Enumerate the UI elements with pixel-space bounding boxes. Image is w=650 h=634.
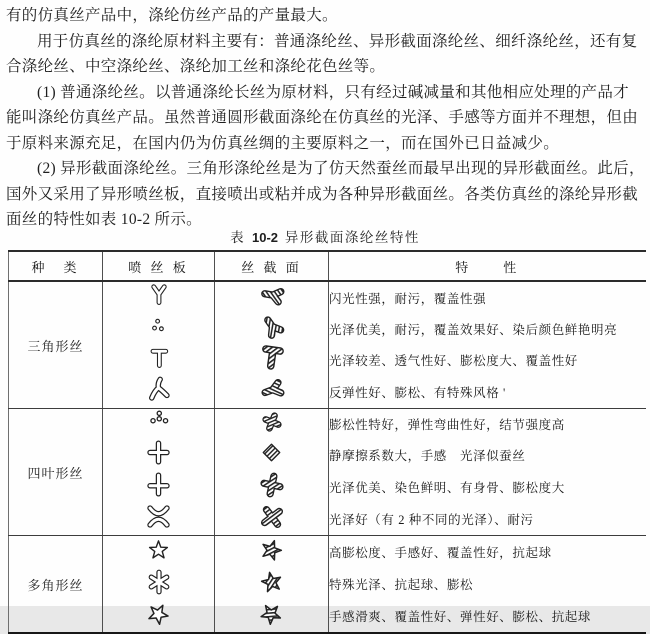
traits-text: 闪光性强，耐污，覆盖性强 <box>329 281 646 313</box>
cross-section-x-icon <box>259 504 285 530</box>
table-row <box>9 568 646 600</box>
cross-section-star-b-icon <box>258 568 285 595</box>
caption-number: 10-2 <box>251 230 279 245</box>
traits-text: 手感滑爽、覆盖性好、弹性好、膨松、抗起球 <box>329 600 646 633</box>
cross-section-star-c-icon <box>258 600 285 627</box>
cross-section-t-icon <box>258 344 285 371</box>
cross-section-trilobe-a-icon <box>259 282 285 308</box>
spinneret-cross2-icon <box>145 471 172 498</box>
text-line: 用于仿真丝的涤纶原材料主要有：普通涤纶丝、异形截面涤纶丝、细纤涤纶丝，还有复 <box>37 32 638 50</box>
traits-text: 膨松性特好，弹性弯曲性好，结节强度高 <box>329 409 646 440</box>
spinneret-y-icon <box>147 283 171 307</box>
text-line: 能叫涤纶仿真丝产品。虽然普通圆形截面涤纶在仿真丝的光泽、手感等方面并不理想，但由 <box>6 109 639 126</box>
table-row <box>9 344 646 376</box>
cross-section-trilobe-b-icon <box>259 313 285 339</box>
spinneret-t-icon <box>147 346 171 370</box>
cross-section-pinwheel-icon <box>260 410 284 434</box>
fiber-kind-label: 多角形丝 <box>9 536 103 634</box>
spinneret-triskelion-icon <box>145 376 172 403</box>
fiber-kind-label: 三角形丝 <box>9 281 103 409</box>
table-header-row <box>9 251 646 281</box>
col-header-spinneret: 喷 丝 板 <box>103 251 215 281</box>
spinneret-star-icon <box>146 537 171 562</box>
text-line: (1) 普通涤纶丝。以普通涤纶长丝为原材料，只有经过碱减量和其他相应处理的产品才 <box>37 83 629 101</box>
table-row <box>9 536 646 569</box>
col-header-cross-section: 丝 截 面 <box>215 251 329 281</box>
text-line: 国外又采用了异形喷丝板，直接喷出或粘并成为各种异形截面丝。各类仿真丝的涤纶异形截 <box>6 185 639 203</box>
text-line: 有的仿真丝产品中，涤纶仿丝产品的产量最大。 <box>6 7 338 24</box>
traits-text: 特殊光泽、抗起球、膨松 <box>329 568 646 600</box>
cross-section-star-a-icon <box>258 536 285 563</box>
traits-text: 高膨松度、手感好、覆盖性好，抗起球 <box>329 536 646 569</box>
spinneret-snowflake-icon <box>146 569 172 595</box>
traits-text: 光泽优美，耐污，覆盖效果好、染后颜色鲜艳明亮 <box>329 313 646 344</box>
traits-text: 光泽好（有 2 种不同的光泽）、耐污 <box>329 503 646 536</box>
traits-text: 光泽优美、染色鲜明、有身骨、膨松度大 <box>329 471 646 503</box>
traits-text: 光泽较差、透气性好、膨松度大、覆盖性好 <box>329 344 646 376</box>
fiber-kind-label: 四叶形丝 <box>9 409 103 536</box>
table-row <box>9 409 646 440</box>
spinneret-irregular-star-icon <box>145 600 172 627</box>
text-line: 于原料来源充足，在国内仍为仿真丝绸的主要原料之一，而在国外已日益减少。 <box>6 134 560 152</box>
table-row <box>9 376 646 409</box>
table-row <box>9 313 646 344</box>
col-header-kind: 种 类 <box>9 251 103 281</box>
table-row <box>9 439 646 471</box>
table-body <box>9 281 646 633</box>
table-row <box>9 281 646 313</box>
traits-text: 反弹性好、膨松、有特殊风格 ' <box>329 376 646 409</box>
text-line: 面丝的特性如表 10-2 所示。 <box>6 211 202 228</box>
cross-section-trilobe-c-icon <box>259 377 285 403</box>
spinneret-four-dots-icon <box>146 409 171 434</box>
caption-prefix: 表 <box>230 230 246 245</box>
table-caption <box>0 226 650 246</box>
table-row <box>9 503 646 536</box>
table-row <box>9 600 646 633</box>
text-line: (2) 异形截面涤纶丝。三角形涤纶丝是为了仿天然蚕丝而最早出现的异形截面丝。此后， <box>37 160 645 177</box>
text-line: 合涤纶丝、中空涤纶丝、涤纶加工丝和涤纶花色丝等。 <box>6 58 386 75</box>
table-row <box>9 471 646 503</box>
spinneret-curved-x-icon <box>145 503 172 530</box>
fiber-characteristics-table <box>8 250 646 634</box>
col-header-traits: 特 性 <box>329 251 646 281</box>
spinneret-cross-icon <box>145 439 172 466</box>
body-text <box>6 3 646 233</box>
cross-section-cross-icon <box>259 472 285 498</box>
cross-section-diamond-icon <box>259 440 284 465</box>
spinneret-three-dots-icon <box>148 315 170 337</box>
caption-title: 异形截面涤纶丝特性 <box>284 230 420 245</box>
traits-text: 静摩擦系数大，手感 光泽似蚕丝 <box>329 439 646 471</box>
